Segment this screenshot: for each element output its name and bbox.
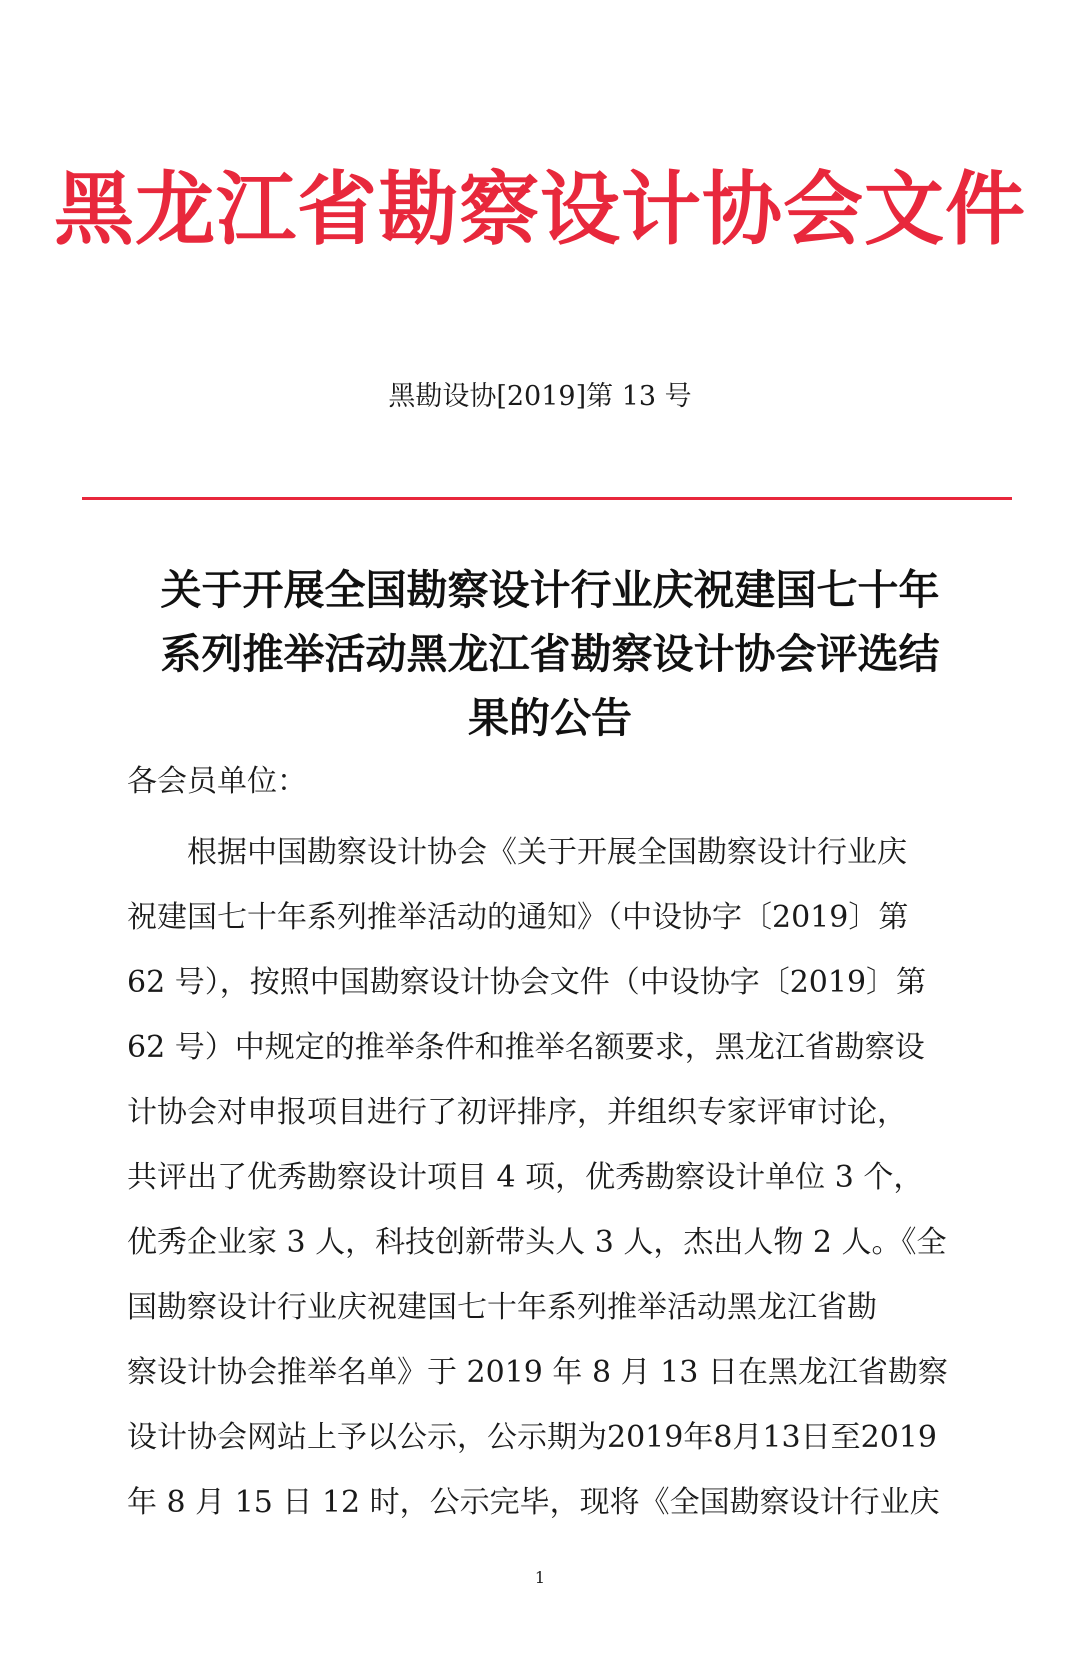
page-number: 1 bbox=[534, 1568, 546, 1587]
body-line: 62 号）中规定的推举条件和推举名额要求，黑龙江省勘察设 bbox=[127, 1030, 925, 1065]
body-line: 祝建国七十年系列推举活动的通知》（中设协字〔2019〕第 bbox=[127, 900, 909, 935]
body-line: 国勘察设计行业庆祝建国七十年系列推举活动黑龙江省勘 bbox=[127, 1290, 877, 1325]
body-paragraph bbox=[127, 820, 989, 1535]
salutation: 各会员单位： bbox=[127, 764, 307, 799]
body-line: 年 8 月 15 日 12 时，公示完毕，现将《全国勘察设计行业庆 bbox=[127, 1485, 940, 1520]
body-line: 察设计协会推举名单》于 2019 年 8 月 13 日在黑龙江省勘察 bbox=[127, 1355, 948, 1390]
title-line: 关于开展全国勘察设计行业庆祝建国七十年 bbox=[160, 566, 940, 614]
title-line: 果的公告 bbox=[468, 694, 632, 742]
body-line: 设计协会网站上予以公示，公示期为2019年8月13日至2019 bbox=[127, 1420, 937, 1455]
org-header-title: 黑龙江省勘察设计协会文件 bbox=[54, 163, 1026, 256]
body-line: 根据中国勘察设计协会《关于开展全国勘察设计行业庆 bbox=[127, 835, 907, 870]
document-number: 黑勘设协[2019]第 13 号 bbox=[388, 381, 692, 412]
body-line: 62 号），按照中国勘察设计协会文件（中设协字〔2019〕第 bbox=[127, 965, 927, 1000]
body-line: 优秀企业家 3 人，科技创新带头人 3 人，杰出人物 2 人。《全 bbox=[127, 1225, 947, 1260]
title-line: 系列推举活动黑龙江省勘察设计协会评选结 bbox=[160, 630, 940, 678]
announcement-title bbox=[120, 558, 980, 750]
body-line: 计协会对申报项目进行了初评排序，并组织专家评审讨论， bbox=[127, 1095, 907, 1130]
red-divider-line bbox=[82, 497, 1012, 500]
body-line: 共评出了优秀勘察设计项目 4 项，优秀勘察设计单位 3 个， bbox=[127, 1160, 924, 1195]
